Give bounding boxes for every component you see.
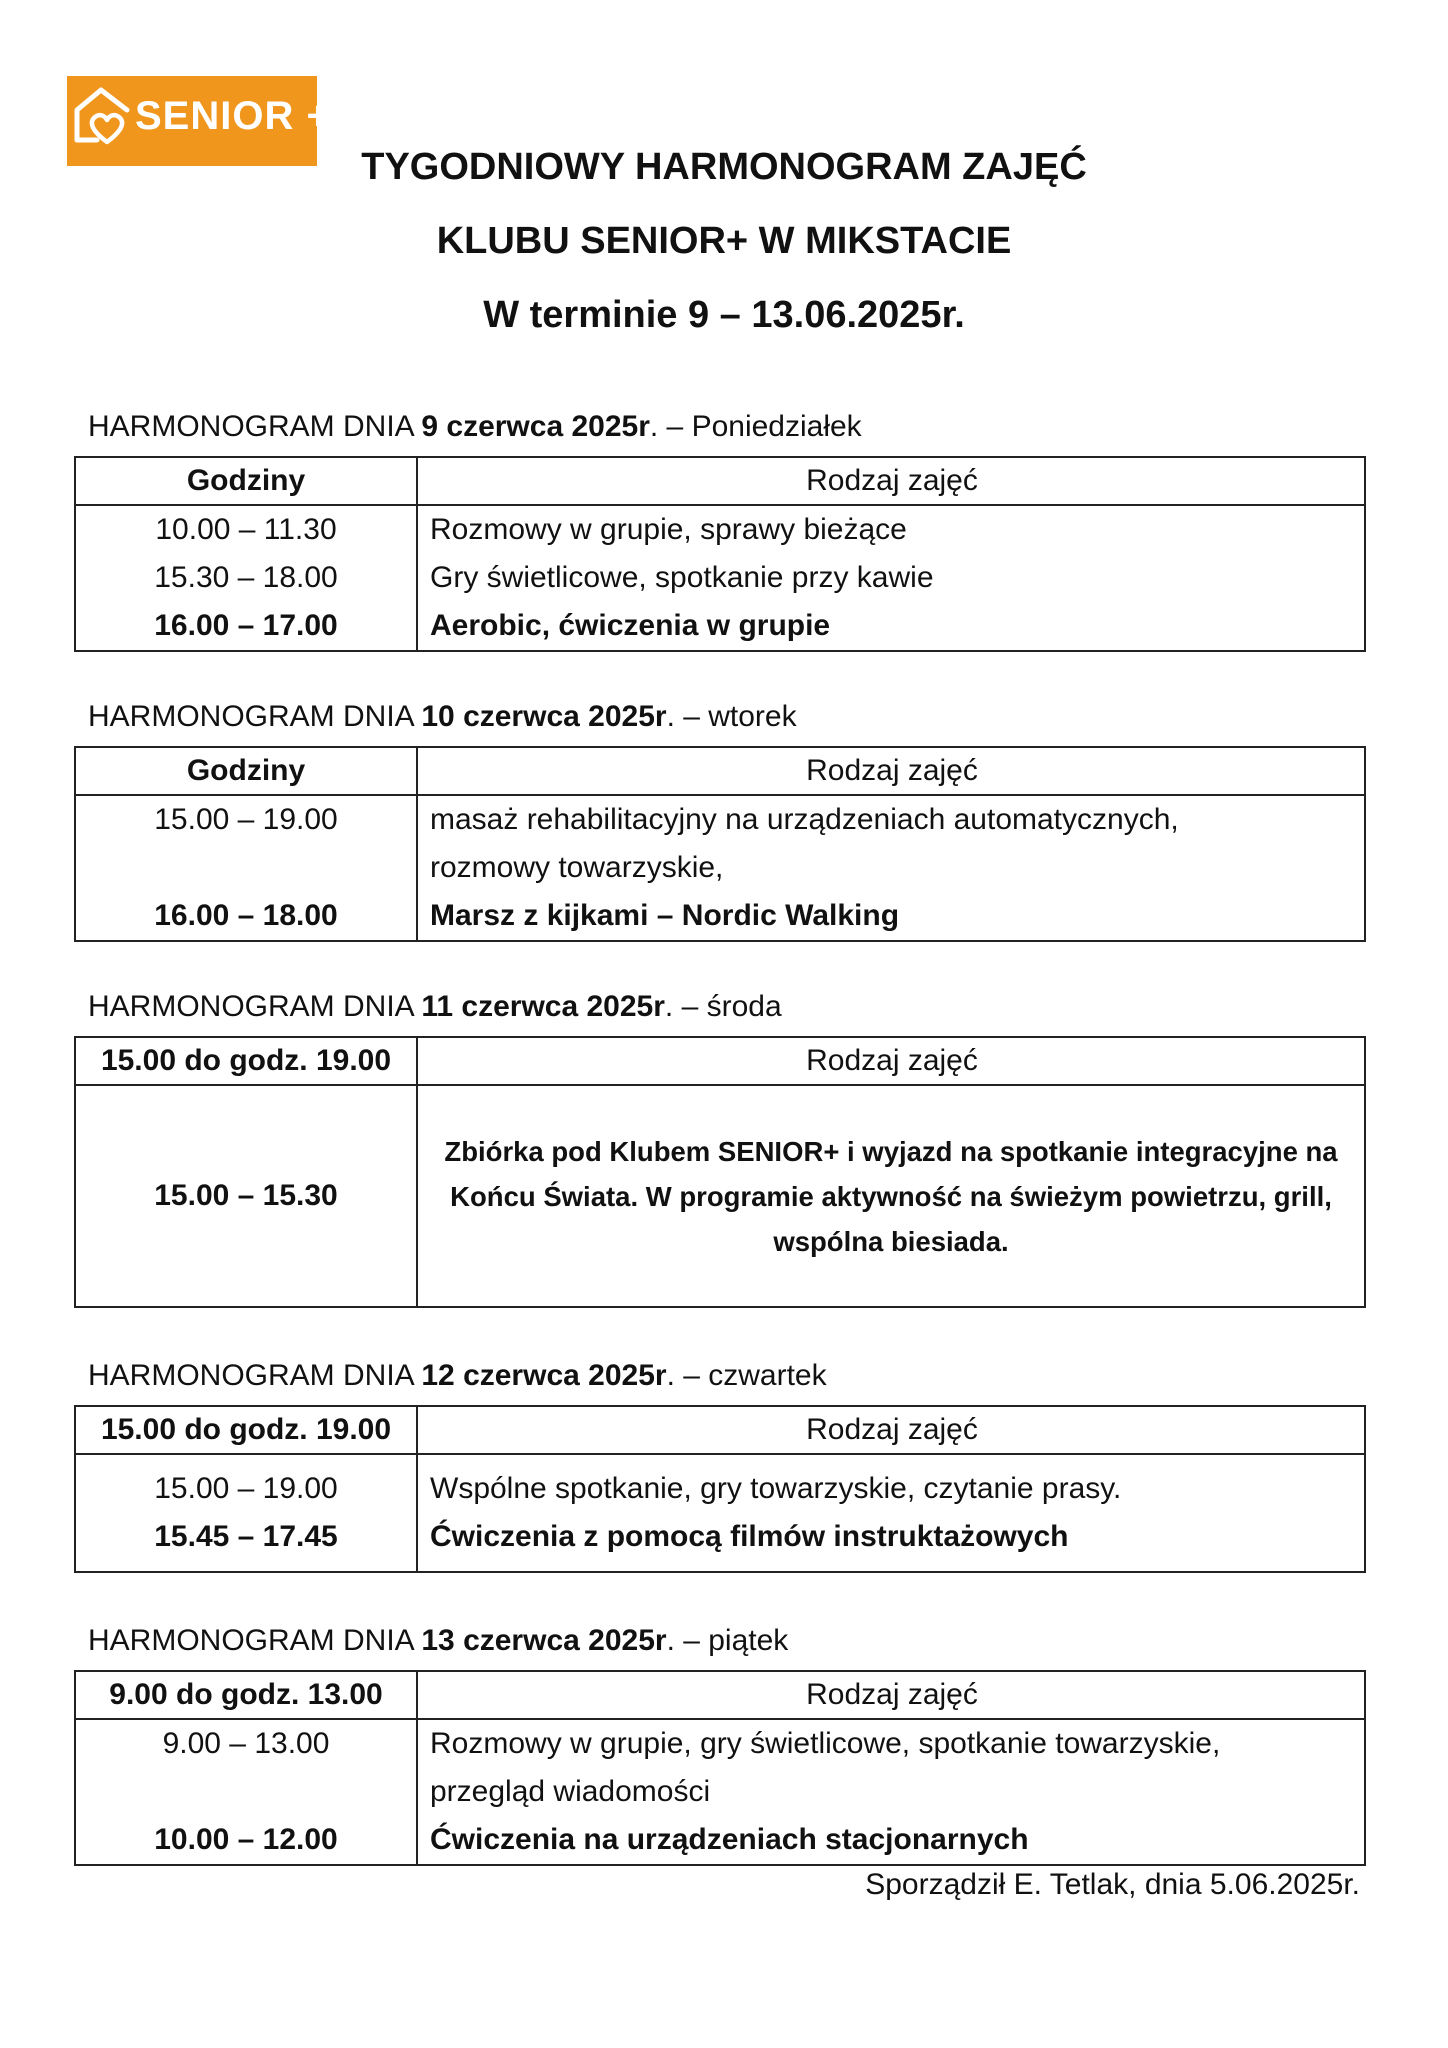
day-heading-friday: HARMONOGRAM DNIA 13 czerwca 2025r. – piątek: [88, 1624, 789, 1657]
table-body-row: [75, 1085, 1365, 1307]
page-title-line3: W terminie 9 – 13.06.2025r.: [483, 294, 965, 336]
activity-cell: Aerobic, ćwiczenia w grupie: [430, 609, 831, 642]
table-body-row: [75, 505, 1365, 651]
table-header-row: [75, 457, 1365, 505]
table-header-row: [75, 747, 1365, 795]
time-cell: 15.00 – 19.00: [154, 803, 338, 836]
time-cell: 10.00 – 12.00: [154, 1823, 338, 1856]
day-heading-monday: HARMONOGRAM DNIA 9 czerwca 2025r. – Poniedziałek: [88, 410, 862, 443]
col-hours-header: Godziny: [75, 747, 417, 795]
activity-cell: Gry świetlicowe, spotkanie przy kawie: [430, 561, 934, 594]
page-title-line2: KLUBU SENIOR+ W MIKSTACIE: [436, 220, 1012, 262]
time-cell: 10.00 – 11.30: [155, 513, 337, 546]
day-heading-thursday: HARMONOGRAM DNIA 12 czerwca 2025r. – czwartek: [88, 1359, 827, 1392]
house-heart-icon: [71, 80, 135, 150]
time-cell: [76, 1768, 416, 1816]
table-header-row: [75, 1406, 1365, 1454]
schedule-table-friday: [74, 1670, 1366, 1866]
activity-cell: Wspólne spotkanie, gry towarzyskie, czytanie prasy.: [430, 1472, 1122, 1505]
time-cell: 16.00 – 18.00: [154, 899, 338, 932]
col-activity-header: Rodzaj zajęć: [417, 1671, 1365, 1719]
time-cell: 16.00 – 17.00: [154, 609, 338, 642]
schedule-table-tuesday: [74, 746, 1366, 942]
col-hours-header: 15.00 do godz. 19.00: [75, 1037, 417, 1085]
col-hours-header: 9.00 do godz. 13.00: [75, 1671, 417, 1719]
col-activity-header: Rodzaj zajęć: [417, 1037, 1365, 1085]
time-cell: 15.30 – 18.00: [154, 561, 338, 594]
table-body-row: [75, 1454, 1365, 1572]
table-body-row: [75, 1719, 1365, 1865]
time-cell: 15.00 – 19.00: [154, 1472, 338, 1505]
time-cell: [76, 844, 416, 892]
logo-text: SENIOR +: [135, 94, 331, 138]
time-cell: 15.00 – 15.30: [75, 1085, 417, 1307]
activity-cell: Zbiórka pod Klubem SENIOR+ i wyjazd na spotkanie integracyjne na Końcu Świata. W programie aktywność na świeżym powietrzu, grill, wspólna biesiada.: [444, 1135, 1338, 1257]
time-cell: 9.00 – 13.00: [162, 1727, 330, 1760]
col-activity-header: Rodzaj zajęć: [417, 457, 1365, 505]
col-activity-header: Rodzaj zajęć: [417, 747, 1365, 795]
activity-cell: Ćwiczenia z pomocą filmów instruktażowych: [430, 1520, 1069, 1553]
activity-cell: przegląd wiadomości: [430, 1775, 711, 1808]
activity-cell: Rozmowy w grupie, sprawy bieżące: [430, 513, 907, 546]
prepared-by-note: Sporządził E. Tetlak, dnia 5.06.2025r.: [865, 1868, 1360, 1901]
schedule-table-thursday: [74, 1405, 1366, 1573]
table-header-row: [75, 1671, 1365, 1719]
activity-cell: Rozmowy w grupie, gry świetlicowe, spotkanie towarzyskie,: [430, 1727, 1221, 1760]
schedule-table-wednesday: [74, 1036, 1366, 1308]
col-hours-header: 15.00 do godz. 19.00: [75, 1406, 417, 1454]
activity-cell: Marsz z kijkami – Nordic Walking: [430, 899, 900, 932]
table-header-row: [75, 1037, 1365, 1085]
col-activity-header: Rodzaj zajęć: [417, 1406, 1365, 1454]
activity-cell: masaż rehabilitacyjny na urządzeniach automatycznych,: [430, 803, 1179, 836]
day-heading-wednesday: HARMONOGRAM DNIA 11 czerwca 2025r. – środa: [88, 990, 782, 1023]
table-body-row: [75, 795, 1365, 941]
time-cell: 15.45 – 17.45: [154, 1520, 338, 1553]
activity-cell: rozmowy towarzyskie,: [430, 851, 724, 884]
page-title-line1: TYGODNIOWY HARMONOGRAM ZAJĘĆ: [361, 146, 1087, 188]
col-hours-header: Godziny: [75, 457, 417, 505]
day-heading-tuesday: HARMONOGRAM DNIA 10 czerwca 2025r. – wtorek: [88, 700, 797, 733]
activity-cell: Ćwiczenia na urządzeniach stacjonarnych: [430, 1823, 1029, 1856]
schedule-table-monday: [74, 456, 1366, 652]
